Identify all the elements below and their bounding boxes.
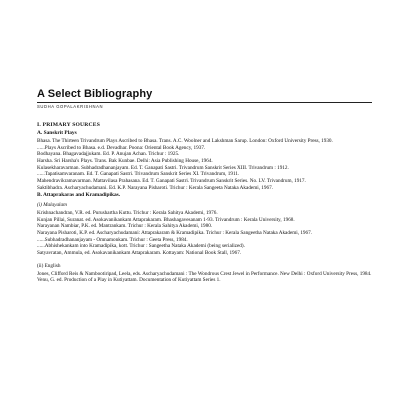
bibliography-entry: Narayanan Nambiar, P.K. ed. Mantrankam. Trichur : Kerala Sahitya Akademi, 1980.: [37, 223, 213, 230]
bibliography-entry: Venu, G. ed. Production of a Play in Kutiyattam. Documentation of Kutiyattam Series 1.: [37, 277, 221, 284]
section-gap: [37, 257, 372, 260]
bibliography-entry: Harsha. Sri Harsha's Plays. Trans. Bak Kunbae. Delhi: Asia Publishing House, 1964.: [37, 158, 213, 165]
bibliography-entry: Kulasekharavarman. Subhadradhananjayam. Ed. T. Ganapati Sastri. Trivandrum Sanskrit Series XIII. Trivandrum : 1912.: [37, 164, 289, 171]
page-title: A Select Bibliography: [37, 88, 153, 100]
bibliography-entry: ......Subhadradhananjayam - Omnamonkam. Trichur : Geeta Press, 1984.: [37, 236, 188, 243]
bibliography-entry: Kunjan Pillai, Suranat. ed. Asokavanikankam Attaprakaram. Bhashagavesanam 1-93. Trivandrum : Kerala University, 1968.: [37, 216, 295, 223]
bibliography-entry: Bhasa. The Thirteen Trivandrum Plays Ascribed to Bhasa. Trans. A.C. Woolner and Lakshman Sarup. London: Oxford University Press, 1930.: [37, 138, 333, 144]
bibliography-entry: ......Tapatisamvaranam. Ed. T. Ganapati Sastri. Trivandrum Sanskrit Series XI. Trivandrum, 1911.: [37, 171, 240, 178]
bibliography-entry: Jones, Clifford Reis & Nambootiripad, Leela, eds. Ascharyachudamani : The Wondrous Crest Jewel in Performance. New Delhi : Oxford University Press, 1984.: [37, 270, 372, 277]
bibliography-entry: ......Abhishekankam into Kramadipika, kott. Trichur : Sangeetha Nataka Akademi (being serialized).: [37, 243, 245, 250]
bibliography-entry: Krishnachandran, V.R. ed. Purushartha Kuttu. Trichur : Kerala Sahitya Akademi, 1976.: [37, 209, 218, 216]
malayalam-heading: (i) Malayalam: [37, 201, 67, 208]
bibliography-entry: Saktibhadra. Ascharyachudamani. Ed. K.P. Narayana Pisharoti. Trichur : Kerala Sangeeta Nataka Akademi, 1967.: [37, 184, 273, 191]
primary-sources-heading: I. PRIMARY SOURCES: [37, 122, 101, 128]
author-name: SUDHA GOPALAKRISHNAN: [37, 104, 104, 109]
bibliography-entry: ......Plays Ascribed to Bhasa. e.d. Devadhar. Poona: Oriental Book Agency, 1937.: [37, 144, 206, 151]
attaprakaras-heading: B. Attaprakaras and Kramadipikas.: [37, 191, 121, 198]
bibliography-entry: Satyavratan, Ammula, ed. Asokavanikankam Attaprakaram. Kottayam: National Book Stall, 1967.: [37, 250, 242, 257]
english-heading: (ii) English: [37, 262, 61, 269]
malayalam-entries: [37, 210, 372, 256]
bibliography-entry: Narayana Pisharoti, K.P. ed. Ascharyachudamani: Attaprakaram & Kramadipika. Trichur : Kerala Sangeetha Nataka Akademi, 1967.: [37, 229, 312, 236]
sanskrit-entries: [37, 138, 372, 191]
bibliography-entry: Bodhayana. Bhagavadajjukam. Ed. P. Anujan Achan. Trichur : 1925.: [37, 151, 180, 158]
title-rule: [37, 102, 372, 103]
english-entries: [37, 271, 372, 284]
bibliography-entry: Mahendravikramavarman. Mattavilasa Prahasana. Ed. T. Ganapati Sastri. Trivandrum Sanskrit Series. No. LV. Trivandrum, 1917.: [37, 178, 306, 185]
bibliography-content: [37, 88, 372, 284]
sanskrit-plays-heading: A. Sanskrit Plays: [37, 130, 77, 136]
